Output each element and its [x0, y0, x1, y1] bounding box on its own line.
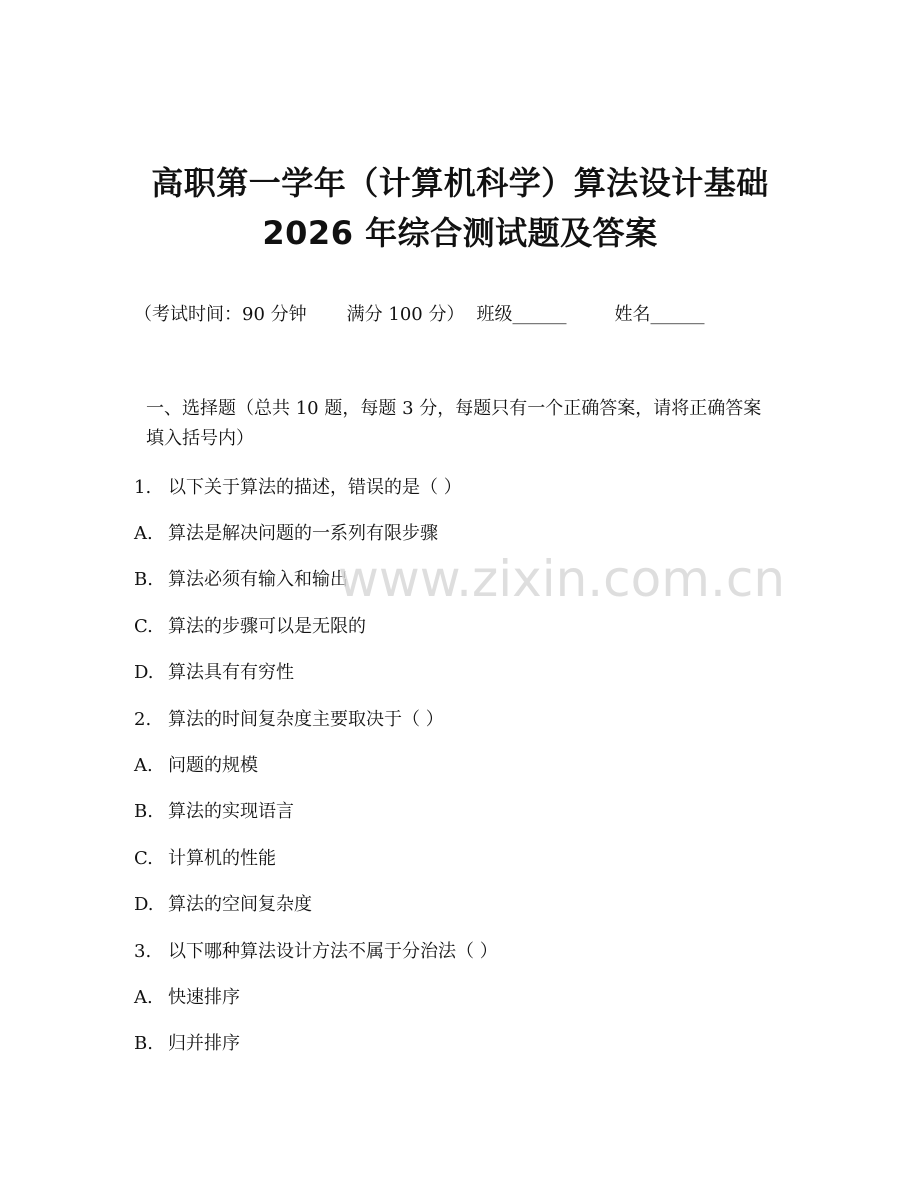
question-1: [134, 473, 462, 499]
question-text: 以下哪种算法设计方法不属于分治法（ ）: [168, 941, 498, 962]
question-number: 1.: [134, 477, 152, 498]
question-3: [134, 937, 498, 963]
question-text: 算法的时间复杂度主要取决于（ ）: [168, 709, 444, 730]
option-text: 算法的空间复杂度: [168, 894, 312, 915]
question-text: 以下关于算法的描述，错误的是（ ）: [168, 477, 462, 498]
option-letter: C.: [134, 848, 153, 869]
question-2: [134, 705, 444, 731]
q1-option-b: [134, 565, 348, 591]
option-text: 算法的实现语言: [168, 801, 294, 822]
full-score: 满分 100 分）: [346, 304, 465, 325]
option-text: 归并排序: [168, 1033, 240, 1054]
option-text: 问题的规模: [168, 755, 258, 776]
watermark: www.zixin.com.cn: [338, 550, 786, 608]
option-letter: D.: [134, 894, 154, 915]
q1-option-a: [134, 519, 438, 545]
option-letter: B.: [134, 1033, 153, 1054]
q2-option-a: [134, 751, 258, 777]
exam-time: （考试时间：90 分钟: [134, 304, 307, 325]
option-text: 算法具有有穷性: [168, 662, 294, 683]
document-title-line-2: 2026 年综合测试题及答案: [262, 214, 658, 252]
option-letter: A.: [134, 987, 153, 1008]
document-title-line-1: 高职第一学年（计算机科学）算法设计基础: [151, 164, 769, 202]
option-letter: A.: [134, 523, 153, 544]
section-heading: [137, 394, 777, 454]
question-number: 3.: [134, 941, 152, 962]
class-field: 班级______: [476, 304, 567, 325]
q3-option-a: [134, 983, 240, 1009]
name-field: 姓名______: [614, 304, 705, 325]
question-number: 2.: [134, 709, 152, 730]
option-letter: C.: [134, 616, 153, 637]
option-text: 算法是解决问题的一系列有限步骤: [168, 523, 438, 544]
q2-option-b: [134, 797, 294, 823]
option-letter: D.: [134, 662, 154, 683]
option-text: 算法必须有输入和输出: [168, 569, 348, 590]
option-letter: A.: [134, 755, 153, 776]
q3-option-b: [134, 1029, 240, 1055]
option-text: 算法的步骤可以是无限的: [168, 616, 366, 637]
exam-meta: [134, 300, 784, 326]
option-text: 快速排序: [168, 987, 240, 1008]
q1-option-c: [134, 612, 366, 638]
option-text: 计算机的性能: [168, 848, 276, 869]
q2-option-c: [134, 844, 276, 870]
option-letter: B.: [134, 801, 153, 822]
q2-option-d: [134, 890, 312, 916]
option-letter: B.: [134, 569, 153, 590]
q1-option-d: [134, 658, 294, 684]
section-heading-text: 一、选择题（总共 10 题，每题 3 分，每题只有一个正确答案，请将正确答案填入括号内）: [146, 398, 762, 449]
